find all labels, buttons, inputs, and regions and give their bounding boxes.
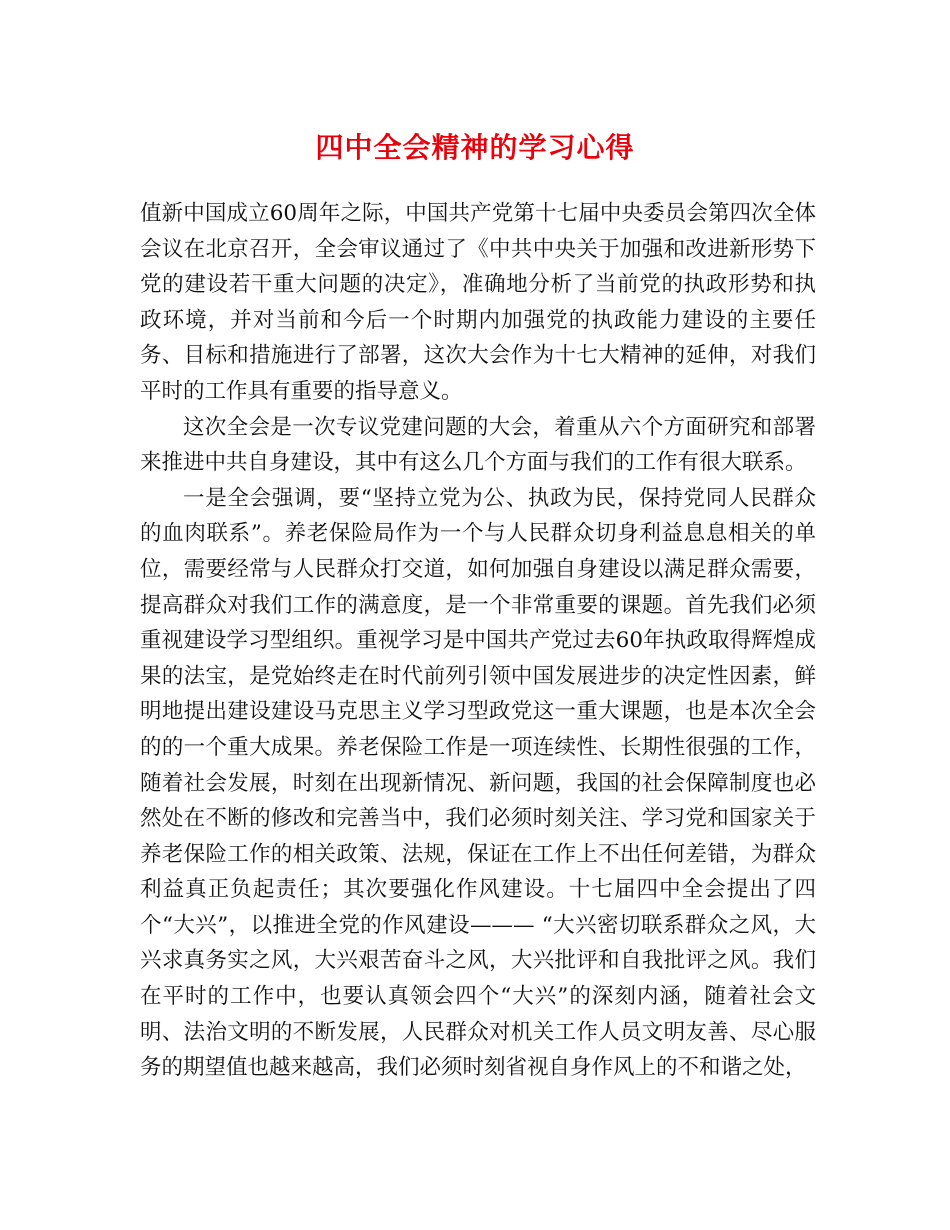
document-body xyxy=(140,196,816,1086)
paragraph-2: 这次全会是一次专议党建问题的大会，着重从六个方面研究和部署来推进中共自身建设，其中有这么几个方面与我们的工作有很大联系。 xyxy=(140,414,816,476)
document-title: 四中全会精神的学习心得 xyxy=(315,131,635,164)
paragraph-3: 一是全会强调，要“坚持立党为公、执政为民，保持党同人民群众的血肉联系”。养老保险局作为一个与人民群众切身利益息息相关的单位，需要经常与人民群众打交道，如何加强自身建设以满足群众需要，提高群众对我们工作的满意度，是一个非常重要的课题。首先我们必须重视建设学习型组织。重视学习是中国共产党过去60年执政取得辉煌成果的法宝，是党始终走在时代前列引领中国发展进步的决定性因素，鲜明地提出建设建设马克思主义学习型政党这一重大课题，也是本次全会的的一个重大成果。养老保险工作是一项连续性、长期性很强的工作，随着社会发展，时刻在出现新情况、新问题，我国的社会保障制度也必然处在不断的修改和完善当中，我们必须时刻关注、学习党和国家关于养老保险工作的相关政策、法规，保证在工作上不出任何差错，为群众利益真正负起责任；其次要强化作风建设。十七届四中全会提出了四个“大兴”，以推进全党的作风建设——— “大兴密切联系群众之风，大兴求真务实之风，大兴艰苦奋斗之风，大兴批评和自我批评之风。我们在平时的工作中，也要认真领会四个“大兴”的深刻内涵，随着社会文明、法治文明的不断发展，人民群众对机关工作人员文明友善、尽心服务的期望值也越来越高，我们必须时刻省视自身作风上的不和谐之处， xyxy=(140,485,816,1081)
paragraph-1: 值新中国成立60周年之际，中国共产党第十七届中央委员会第四次全体会议在北京召开，全会审议通过了《中共中央关于加强和改进新形势下党的建设若干重大问题的决定》，准确地分析了当前党的执政形势和执政环境，并对当前和今后一个时期内加强党的执政能力建设的主要任务、目标和措施进行了部署，这次大会作为十七大精神的延伸，对我们平时的工作具有重要的指导意义。 xyxy=(140,201,816,404)
